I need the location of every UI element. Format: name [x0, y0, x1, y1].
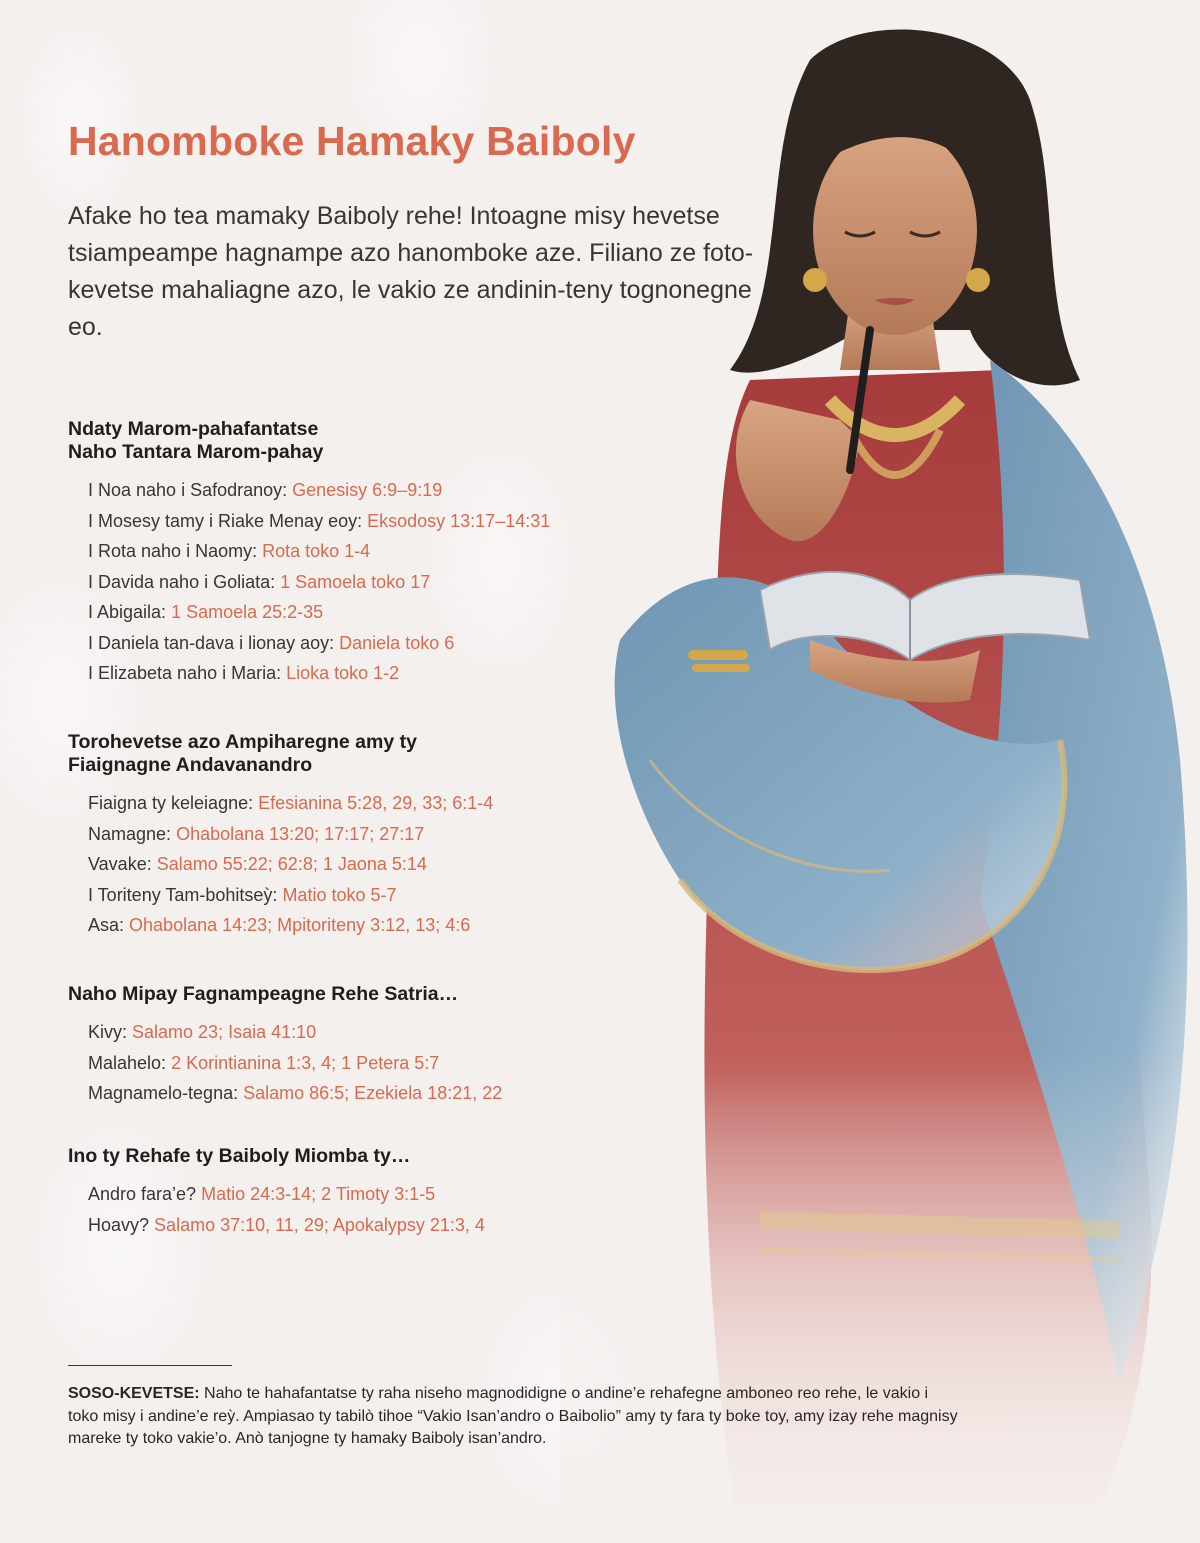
scripture-reference: Daniela toko 6	[339, 632, 455, 653]
list-item	[88, 823, 708, 854]
reading-list	[68, 1021, 708, 1113]
section-heading	[68, 983, 708, 1006]
heading-line-1: Ndaty Marom-pahafantatse	[68, 418, 319, 440]
scripture-reference: 1 Samoela 25:2-35	[171, 602, 324, 622]
item-label: Andro fara’e?	[88, 1184, 202, 1204]
scripture-reference: Efesianina 5:28, 29, 33; 6:1-4	[258, 793, 494, 813]
list-item	[88, 662, 708, 693]
heading-line-1: Naho Mipay Fagnampeagne Rehe Satria…	[68, 983, 459, 1005]
item-label: I Toriteny Tam-bohitseỳ:	[88, 884, 283, 905]
scripture-reference: Rota toko 1-4	[262, 541, 371, 561]
section-heading	[68, 731, 708, 777]
item-label: I Rota naho i Naomy:	[88, 541, 263, 561]
footnote-divider	[68, 1365, 232, 1366]
item-label: I Elizabeta naho i Maria:	[88, 663, 287, 683]
list-item	[88, 1183, 708, 1214]
list-item	[88, 1021, 708, 1052]
list-item	[88, 601, 708, 632]
heading-line-2: Fiaignagne Andavanandro	[68, 754, 313, 776]
section-notable-people	[68, 418, 708, 693]
item-label: Namagne:	[88, 823, 177, 844]
item-label: Malahelo:	[88, 1052, 172, 1073]
footnote-label: SOSO-KEVETSE:	[68, 1385, 200, 1402]
item-label: I Davida naho i Goliata:	[88, 571, 281, 592]
list-item	[88, 792, 708, 823]
heading-line-1: Ino ty Rehafe ty Baiboly Miomba ty…	[68, 1145, 411, 1167]
reading-list	[68, 479, 708, 693]
heading-line-1: Torohevetse azo Ampiharegne amy ty	[68, 731, 417, 753]
scripture-reference: Salamo 86:5; Ezekiela 18:21, 22	[243, 1083, 503, 1103]
item-label: I Noa naho i Safodranoy:	[88, 480, 293, 500]
section-need-help	[68, 983, 708, 1113]
scripture-reference: Salamo 23; Isaia 41:10	[132, 1022, 317, 1042]
intro-paragraph: Afake ho tea mamaky Baiboly rehe! Intoagne misy hevetse tsiampeampe hagnampe azo hanomboke aze. Filiano ze foto-kevetse mahaliagne azo, le vakio ze andinin-teny tognonegne eo.	[68, 202, 754, 341]
item-label: Vavake:	[88, 854, 157, 874]
item-label: Fiaigna ty keleiagne:	[88, 793, 259, 813]
list-item	[88, 571, 708, 602]
section-bible-says	[68, 1145, 708, 1244]
item-label: Asa:	[88, 915, 130, 935]
list-item	[88, 914, 708, 945]
scripture-reference: Ohabolana 14:23; Mpitoriteny 3:12, 13; 4:6	[129, 915, 471, 935]
scripture-reference: Genesisy 6:9–9:19	[292, 480, 443, 500]
list-item	[88, 540, 708, 571]
page-title: Hanomboke Hamaky Baiboly	[68, 118, 636, 164]
footnote	[68, 1383, 958, 1451]
list-item	[88, 1052, 708, 1083]
scripture-reference: Matio 24:3-14; 2 Timoty 3:1-5	[201, 1184, 436, 1204]
reading-list	[68, 792, 708, 945]
section-heading	[68, 418, 708, 464]
list-item	[88, 510, 708, 541]
scripture-reference: Salamo 37:10, 11, 29; Apokalypsy 21:3, 4	[154, 1214, 485, 1235]
reading-list	[68, 1183, 708, 1244]
section-practical-advice	[68, 731, 708, 945]
scripture-reference: Eksodosy 13:17–14:31	[367, 510, 551, 531]
item-label: Magnamelo-tegna:	[88, 1083, 244, 1103]
scripture-reference: Lioka toko 1-2	[286, 663, 400, 683]
item-label: Kivy:	[88, 1022, 133, 1042]
list-item	[88, 479, 708, 510]
heading-line-2: Naho Tantara Marom-pahay	[68, 441, 324, 463]
item-label: I Mosesy tamy i Riake Menay eoy:	[88, 510, 368, 531]
list-item	[88, 1082, 708, 1113]
item-label: Hoavy?	[88, 1214, 155, 1235]
section-heading	[68, 1145, 708, 1168]
item-label: I Daniela tan-dava i lionay aoy:	[88, 632, 340, 653]
scripture-reference: Matio toko 5-7	[282, 884, 397, 905]
list-item	[88, 884, 708, 915]
scripture-reference: Salamo 55:22; 62:8; 1 Jaona 5:14	[156, 854, 427, 874]
footnote-text: Naho te hahafantatse ty raha niseho magnodidigne o andine’e rehafegne amboneo reo rehe, le vakio i toko misy i andine’e reỳ. Ampiasao ty tabilò tihoe “Vakio Isan’andro o Baibolio” amy ty fara ty boke toy, amy izay rehe magnisy mareke ty toko vakie’o. Anò tanjogne ty hamaky Baiboly isan’andro.	[68, 1385, 958, 1447]
list-item	[88, 632, 708, 663]
list-item	[88, 1214, 708, 1245]
list-item	[88, 853, 708, 884]
scripture-reference: 2 Korintianina 1:3, 4; 1 Petera 5:7	[171, 1052, 440, 1073]
item-label: I Abigaila:	[88, 602, 172, 622]
scripture-reference: 1 Samoela toko 17	[280, 571, 431, 592]
scripture-reference: Ohabolana 13:20; 17:17; 27:17	[176, 823, 425, 844]
